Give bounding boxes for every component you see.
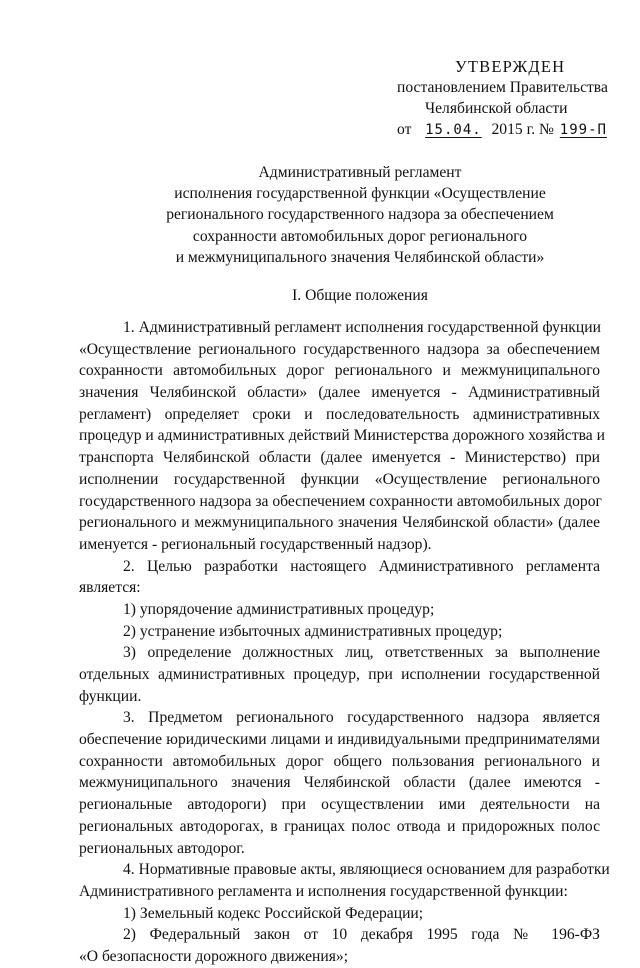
list-item: 1) Земельный кодекс Российской Федерации; [123,904,424,922]
text-line: «Осуществление регионального государственного надзора за обеспечением [79,340,600,358]
list-item: 1) упорядочение административных процедур; [123,600,435,618]
text-line: региональных автодорог. [79,839,245,857]
approval-region: Челябинской области [425,100,568,117]
list-item: 2) Федеральный закон от 10 декабря 1995 года № 196-ФЗ [123,926,600,944]
document-title [120,162,600,268]
title-line: сохранности автомобильных дорог регионального [192,227,528,245]
approval-year: 2015 г. № [491,121,554,138]
text-line: процедур и административных действий Министерства дорожного хозяйства и [79,427,605,445]
text-line: является: [79,579,141,597]
text-line: 2. Целью разработки настоящего Административного регламента [123,557,600,575]
text-line: межмуниципального значения Челябинской области (далее имеются - [79,774,600,792]
text-line: именуется - региональный государственный надзор). [79,535,432,553]
list-item: 3) определение должностных лиц, ответственных за выполнение [123,644,600,662]
approval-number: 199-П [559,122,607,138]
approval-date-line [397,119,609,142]
text-line: транспорта Челябинской области (далее именуется - Министерство) при [79,449,600,467]
title-line: Административный регламент [258,164,462,181]
approval-authority: постановлением Правительства [397,79,608,96]
text-line: сохранности автомобильных дорог регионального и межмуниципального [79,362,600,380]
title-line: регионального государственного надзора за обеспечением [166,206,554,224]
title-line: исполнения государственной функции «Осуществление [174,185,546,203]
text-line: сохранности автомобильных дорог общего пользования регионального и [79,752,600,770]
text-line: региональных автодорогах, в границах полос отвода и придорожных полос [79,817,600,835]
text-line: обеспечение юридическими лицами и индивидуальными предпринимателями [79,731,600,749]
text-line: 3. Предметом регионального государственного надзора является [123,709,600,727]
text-line: государственного надзора за обеспечением сохранности автомобильных дорог [79,492,602,510]
list-item: 2) устранение избыточных административных процедур; [123,622,503,640]
text-line: регионального и межмуниципального значения Челябинской области» (далее [79,514,600,532]
approval-date-value: 15.04. [425,122,482,138]
text-line: 1. Административный регламент исполнения государственной функции [123,319,601,336]
text-line: функции. [79,687,142,705]
text-line: региональные автодороги) при осуществлении ими деятельности на [79,796,600,814]
text-line: 4. Нормативные правовые акты, являющиеся основанием для разработки [123,861,610,879]
text-line: исполнении государственной функции «Осуществление регионального [79,470,600,488]
text-line: Административного регламента и исполнения государственной функции: [79,882,568,900]
text-line: регламент) определяет сроки и последовательность административных [79,405,600,423]
title-line: и межмуниципального значения Челябинской области» [175,248,545,266]
section-heading: I. Общие положения [292,287,428,304]
text-line: отдельных административных процедур, при исполнении государственной [79,666,600,683]
approval-date-prefix: от [397,121,412,138]
body-text [79,317,610,968]
text-line: значения Челябинской области» (далее именуется - Административный [79,384,600,402]
approval-title: УТВЕРЖДЕН [455,57,566,76]
text-line: «О безопасности дорожного движения»; [79,947,349,965]
